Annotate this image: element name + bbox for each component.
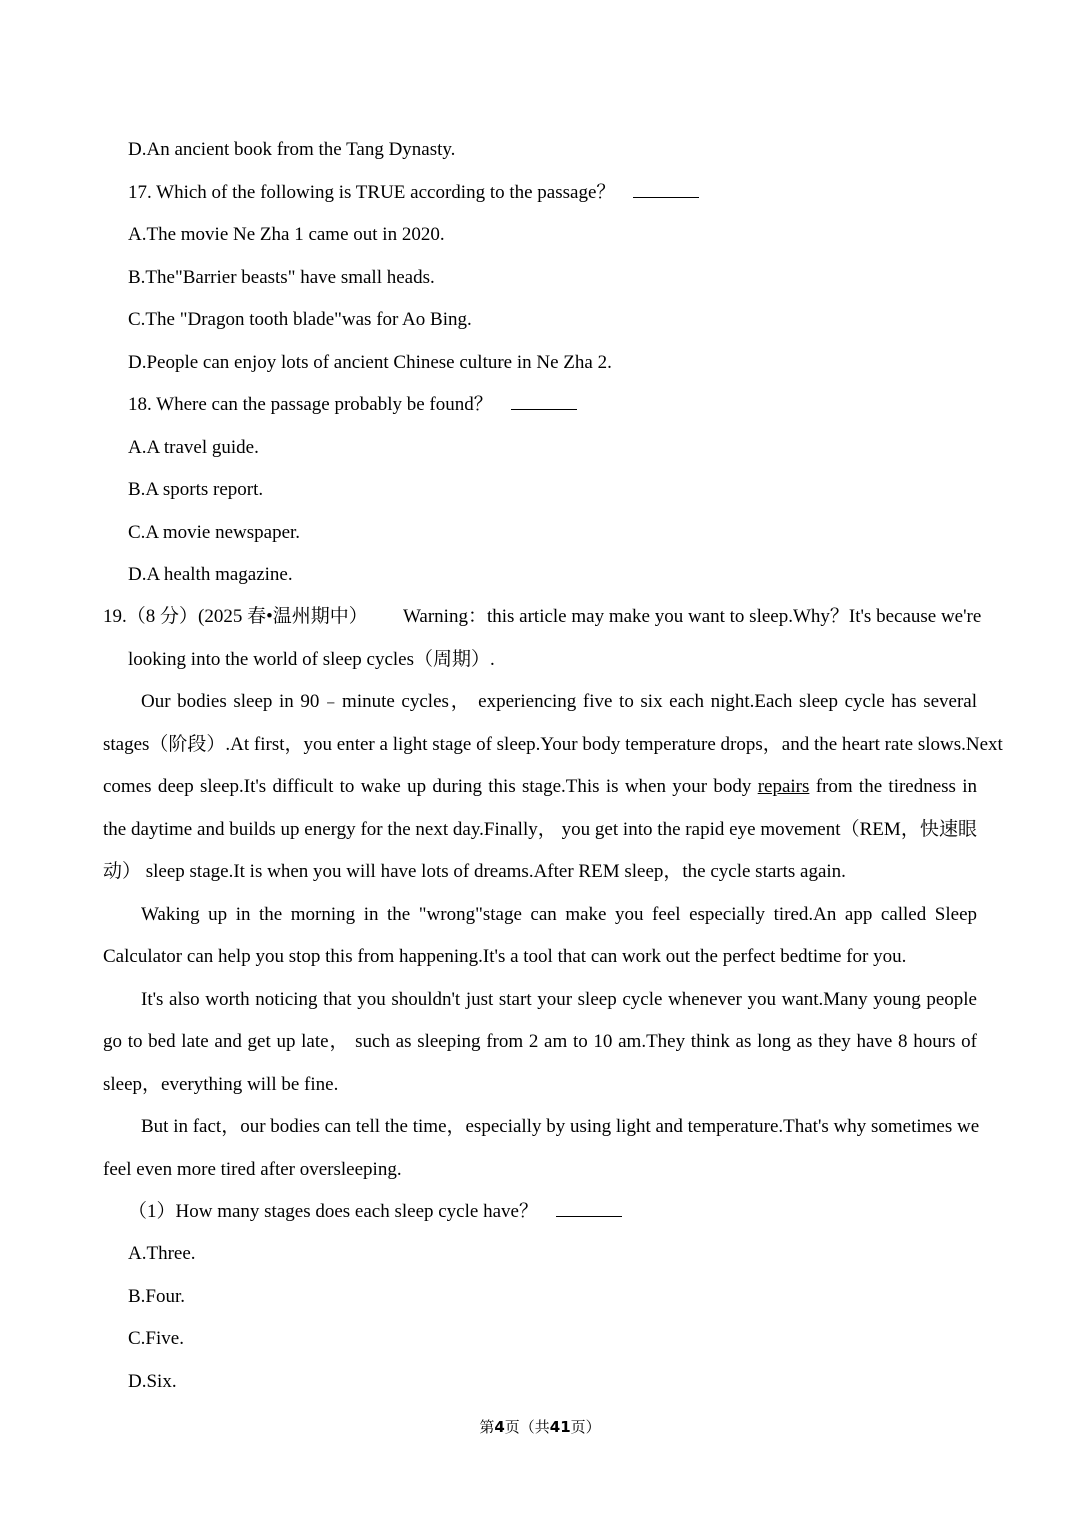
passage-p3-line-3: sleep，everything will be fine.	[103, 1074, 339, 1095]
footer-suffix: 页）	[570, 1418, 601, 1436]
passage-p1-line-2: stages（阶段）.At first，you enter a light stage of sleep.Your body temperature drops，and the heart rate slows.Next	[103, 734, 1003, 755]
q19-header: 19.（8 分）(2025 春•温州期中）	[103, 606, 368, 627]
q19-sub1-answer-blank[interactable]	[556, 1200, 622, 1217]
q18-option-c: C.A movie newspaper.	[128, 522, 301, 543]
q18-option-b: B.A sports report.	[128, 479, 264, 500]
q19-sub1-question-text: （1）How many stages does each sleep cycle have？	[128, 1201, 538, 1222]
q17-option-a: A.The movie Ne Zha 1 came out in 2020.	[128, 224, 445, 245]
page-footer	[0, 1416, 1080, 1438]
q19-sub1-option-d: D.Six.	[128, 1371, 177, 1392]
passage-p3-line-1: It's also worth noticing that you shouldn't just start your sleep cycle whenever you want.Many young people	[141, 989, 977, 1010]
passage-p1-line-3-start: comes deep sleep.It's difficult to wake up during this stage.This is when your body	[103, 776, 752, 797]
q17-answer-blank[interactable]	[633, 181, 699, 198]
footer-total-pages: 41	[549, 1418, 571, 1436]
q17-option-d: D.People can enjoy lots of ancient Chinese culture in Ne Zha 2.	[128, 352, 612, 373]
underlined-word-repairs: repairs	[757, 776, 810, 797]
passage-p1-line-5: 动） sleep stage.It is when you will have lots of dreams.After REM sleep，the cycle starts again.	[103, 861, 846, 882]
footer-prefix: 第	[479, 1418, 495, 1436]
q18-option-a: A.A travel guide.	[128, 437, 259, 458]
q19-sub1-option-a: A.Three.	[128, 1243, 196, 1264]
q19-intro-line-2: looking into the world of sleep cycles（周期）.	[128, 649, 495, 670]
q16-option-d: D.An ancient book from the Tang Dynasty.	[128, 139, 456, 160]
footer-page-number: 4	[494, 1418, 505, 1436]
passage-p3-line-2: go to bed late and get up late， such as sleeping from 2 am to 10 am.They think as long as they have 8 hours of	[103, 1031, 977, 1052]
passage-p2-line-2: Calculator can help you stop this from happening.It's a tool that can work out the perfect bedtime for you.	[103, 946, 907, 967]
q19-sub1-option-b: B.Four.	[128, 1286, 186, 1307]
q17-question-text: 17. Which of the following is TRUE according to the passage？	[128, 182, 616, 203]
passage-p1-line-3-end: from the tiredness in	[815, 776, 978, 797]
q19-sub1-option-c: C.Five.	[128, 1328, 184, 1349]
q18-question-text: 18. Where can the passage probably be found？	[128, 394, 493, 415]
q18-question	[128, 393, 577, 417]
passage-p2-line-1: Waking up in the morning in the "wrong"stage can make you feel especially tired.An app called Sleep	[141, 904, 977, 925]
q17-option-b: B.The"Barrier beasts" have small heads.	[128, 267, 435, 288]
footer-middle: 页（共	[504, 1418, 550, 1436]
q17-option-c: C.The "Dragon tooth blade"was for Ao Bing.	[128, 309, 472, 330]
q18-option-d: D.A health magazine.	[128, 564, 293, 585]
passage-p1-line-4: the daytime and builds up energy for the next day.Finally， you get into the rapid eye movement（REM，快速眼	[103, 819, 977, 840]
passage-p1-line-3	[103, 775, 977, 799]
passage-p4-line-2: feel even more tired after oversleeping.	[103, 1159, 402, 1180]
passage-p1-line-1: Our bodies sleep in 90﹣minute cycles， experiencing five to six each night.Each sleep cycle has several	[141, 691, 977, 712]
q19-intro-line-1: Warning：this article may make you want to sleep.Why？It's because we're	[403, 606, 982, 627]
q19-sub1-question	[128, 1200, 622, 1224]
q17-question	[128, 181, 699, 205]
passage-p4-line-1: But in fact，our bodies can tell the time，especially by using light and temperature.That's why sometimes we	[141, 1116, 980, 1137]
q18-answer-blank[interactable]	[511, 393, 577, 410]
